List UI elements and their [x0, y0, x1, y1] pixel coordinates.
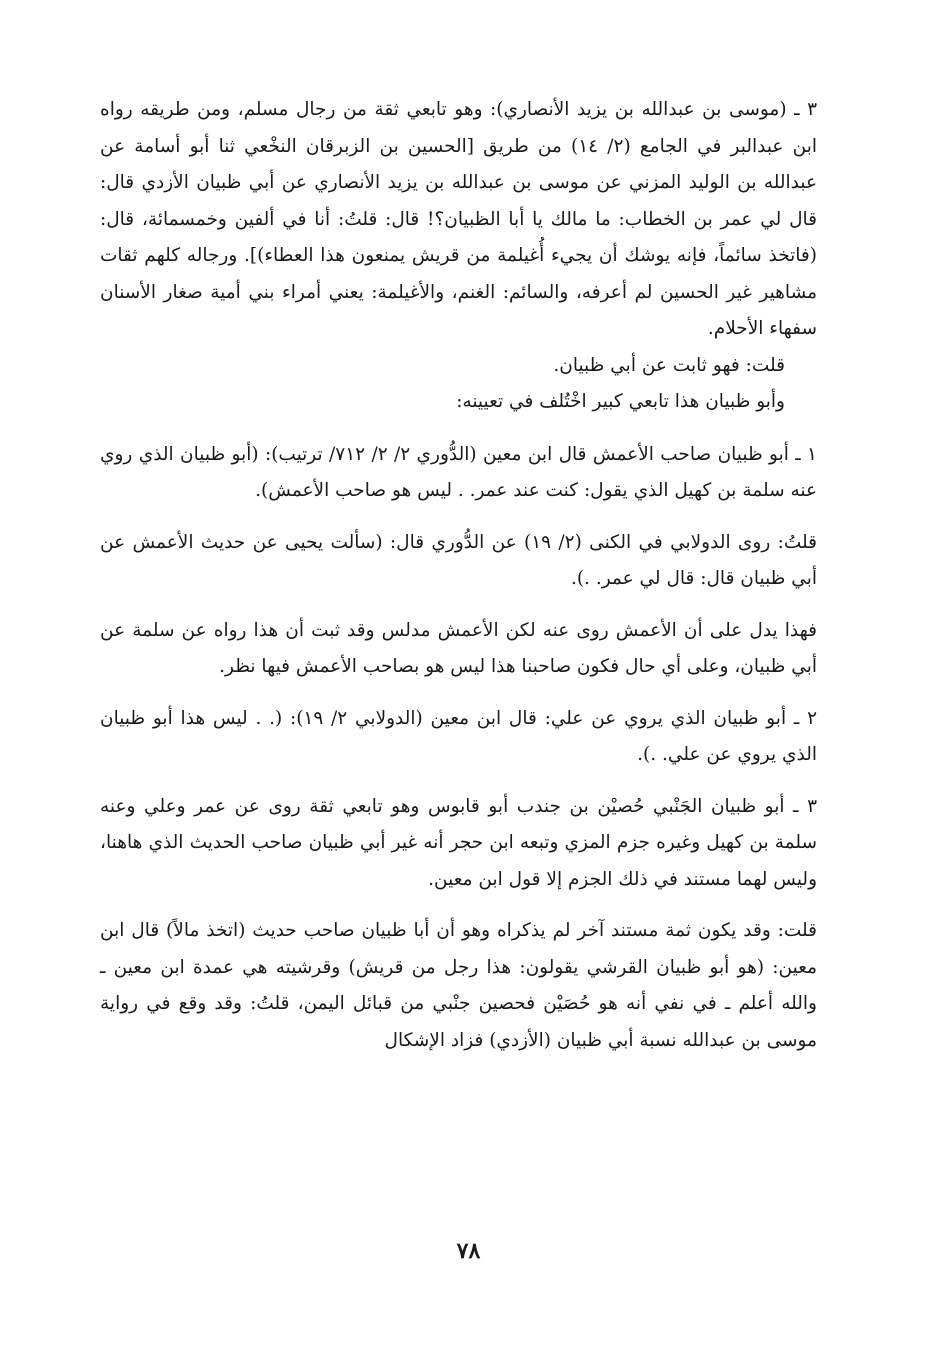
note-confirmed: قلت: فهو ثابت عن أبي ظبيان.	[553, 354, 785, 376]
page-body	[100, 92, 817, 1059]
paragraph-musa-narration: ٣ ـ (موسى بن عبدالله بن يزيد الأنصاري): وهو تابعي ثقة من رجال مسلم، ومن طريقه رواه ابن عبدالبر في الجامع (٢/ ١٤) من طريق [الحسين بن الزبرقان النخْعي ثنا أبو أسامة عن عبدالله بن الوليد المزني عن موسى بن عبدالله بن يزيد الأنصاري عن أبي ظبيان الأزدي قال: قال لي عمر بن الخطاب: ما مالك يا أبا الظبيان؟! قال: قلتُ: أنا في ألفين وخمسمائة، قال: (فاتخذ سائماً، فإنه يوشك أن يجيء أُغيلمة من قريش يمنعون هذا العطاء)]. ورجاله كلهم ثقات مشاهير غير الحسين لم أعرفه، والسائم: الغنم، والأغيلمة: يعني أمراء بني أمية صغار الأسنان سفهاء الأحلام.	[100, 99, 817, 339]
paragraph-item-1-amash: ١ ـ أبو ظبيان صاحب الأعمش قال ابن معين (الدُّوري ٢/ ٢/ ٧١٢/ ترتيب): (أبو ظبيان الذي روي عنه سلمة بن كهيل الذي يقول: كنت عند عمر. . ليس هو صاحب الأعمش).	[100, 443, 817, 501]
page-number: ٧٨	[456, 1238, 481, 1264]
paragraph-qurashi-note: قلت: وقد يكون ثمة مستند آخر لم يذكراه وهو أن أبا ظبيان صاحب حديث (اتخذ مالاً) قال ابن معين: (هو أبو ظبيان القرشي يقولون: هذا رجل من قريش) وقرشيته هي عمدة ابن معين ـ والله أعلم ـ في نفي أنه هو حُصَيْن فحصين جنْبي من قبائل اليمن، قلتُ: وقد وقع في رواية موسى بن عبدالله نسبة أبي ظبيان (الأزدي) فزاد الإشكال	[100, 920, 817, 1051]
paragraph-item-2-ali: ٢ ـ أبو ظبيان الذي يروي عن علي: قال ابن معين (الدولابي ٢/ ١٩): (. . ليس هذا أبو ظبيان الذي يروي عن علي. .).	[100, 707, 817, 765]
paragraph-mudallis-note: فهذا يدل على أن الأعمش روى عنه لكن الأعمش مدلس وقد ثبت أن هذا رواه عن سلمة عن أبي ظبيان، وعلى أي حال فكون صاحبنا هذا ليس هو بصاحب الأعمش فيها نظر.	[100, 619, 817, 677]
note-identity-dispute: وأبو ظبيان هذا تابعي كبير اخْتُلف في تعيينه:	[456, 391, 785, 412]
paragraph-dulabi-kuna: قلتُ: روى الدولابي في الكنى (٢/ ١٩) عن الدُّوري قال: (سألت يحيى عن حديث الأعمش عن أبي ظبيان قال: قال لي عمر. .).	[100, 531, 817, 589]
paragraph-item-3-janbi: ٣ ـ أبو ظبيان الجَنْبي حُصيْن بن جندب أبو قابوس وهو تابعي ثقة روى عن عمر وعلي وعنه سلمة بن كهيل وغيره جزم المزي وتبعه ابن حجر أنه غير أبي ظبيان صاحب الحديث الذي هاهنا، وليس لهما مستند في ذلك الجزم إلا قول ابن معين.	[100, 795, 817, 890]
